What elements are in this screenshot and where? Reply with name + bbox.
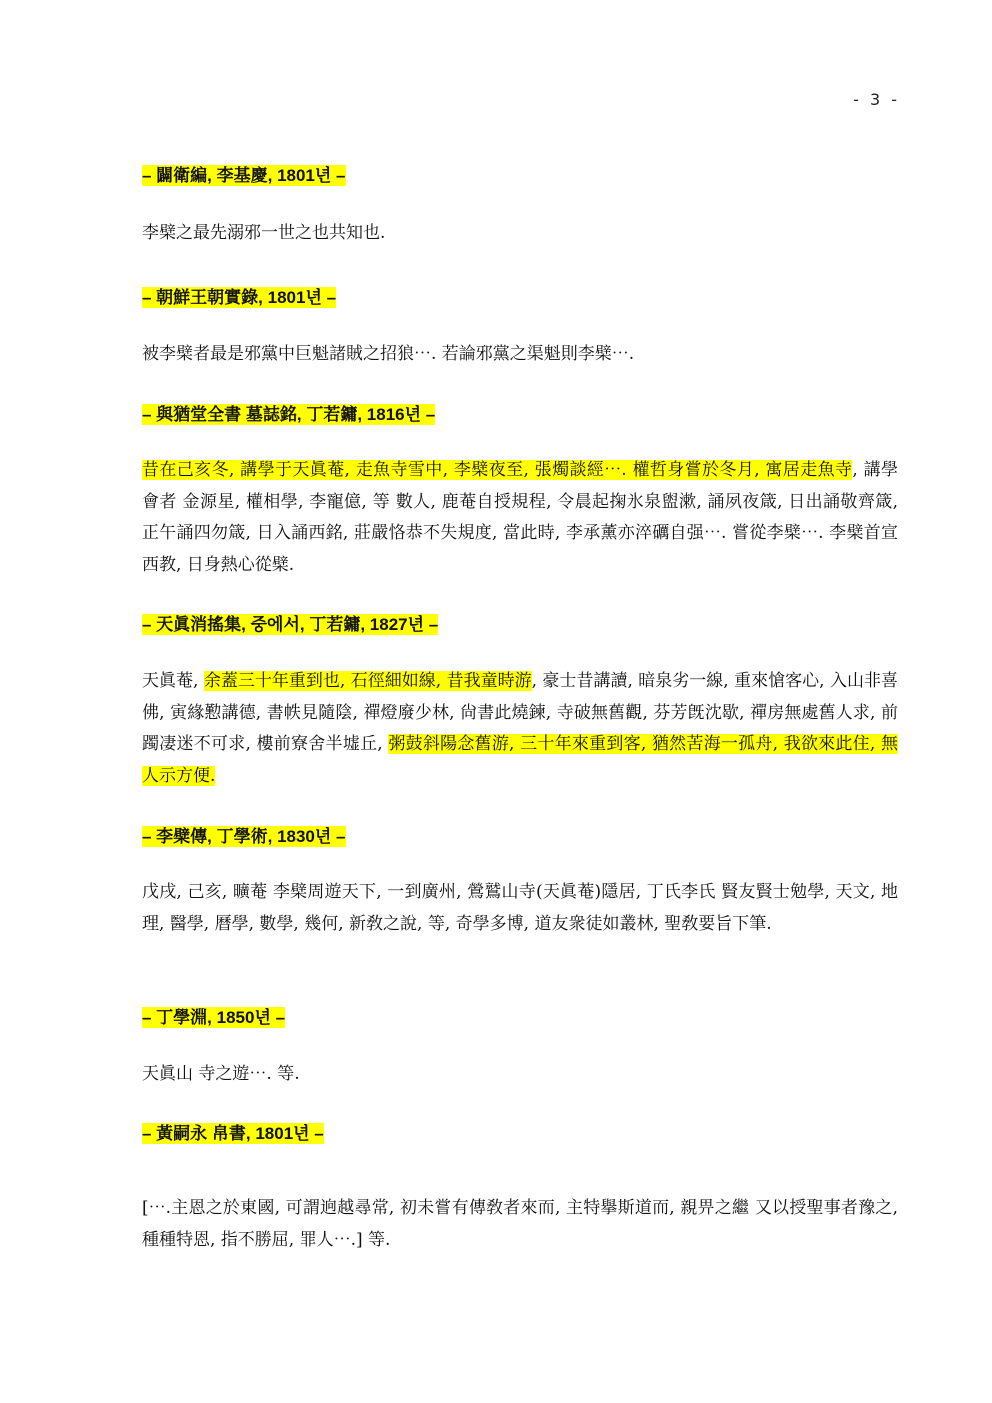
section-paragraph: [⋯.主恩之於東國, 可謂逈越尋常, 初未嘗有傳敎者來而, 主特擧斯道而, 親畀之繼 又以授聖事者豫之, 種種特恩, 指不勝屈, 罪人⋯.] 等. (142, 1198, 898, 1250)
section-paragraph: 被李檗者最是邪黨中巨魁諸賊之招狼⋯. 若論邪黨之渠魁則李檗⋯. (142, 344, 635, 364)
section-paragraph: 天眞菴, 余蓋三十年重到也, 石徑細如線, 昔我童時游, 豪士昔講讀, 暗泉劣一線, 重來愴客心, 入山非喜佛, 寅緣懃講德, 書帙見隨陰, 禪燈廢少林, 尙書此燒鍊, 寺破無舊觀, 芬芳旣沈歇, 禪房無處舊人求, 前躅凄迷不可求, 樓前寮舍半墟丘, 粥鼓斜陽念舊游, 三十年來重到客, 猶然苦海一孤舟, 我欲來此住, 無人示方便. (142, 671, 898, 786)
section-paragraph: 天眞山 寺之遊⋯. 等. (142, 1064, 300, 1084)
section-heading: – 闢衛編, 李基慶, 1801년 – (142, 166, 346, 185)
page-number: - 3 - (853, 90, 900, 109)
section-paragraph: 李檗之最先溺邪一世之也共知也. (142, 223, 386, 243)
section-paragraph: 昔在己亥冬, 講學于天眞菴, 走魚寺雪中, 李檗夜至, 張燭談經⋯. 權哲身嘗於冬月, 寓居走魚寺, 講學 會者 金源星, 權相學, 李寵億, 等 數人, 鹿菴自授規程, 令晨起掬氷泉盥漱, 誦夙夜箴, 日出誦敬齊箴, 正午誦四勿箴, 日入誦西銘, 莊嚴恪恭不失規度, 當此時, 李承薰亦淬礪自强⋯. 嘗從李檗⋯. 李檗首宣西教, 日身熱心從檗. (142, 460, 898, 575)
section-heading: – 天眞消搖集, 중에서, 丁若鏞, 1827년 – (142, 615, 439, 634)
section-paragraph: 戊戌, 己亥, 曠菴 李檗周遊天下, 一到廣州, 鶯鷲山寺(天眞菴)隱居, 丁氏李氏 賢友賢士勉學, 天文, 地理, 醫學, 曆學, 數學, 幾何, 新敎之說, 等, 奇學多博, 道友衆徒如叢林, 聖敎要旨下筆. (142, 882, 898, 934)
section-heading: – 李檗傳, 丁學術, 1830년 – (142, 827, 346, 846)
section-heading: – 黃嗣永 帛書, 1801년 – (142, 1124, 324, 1143)
section-heading: – 丁學淵, 1850년 – (142, 1008, 286, 1027)
section-heading: – 與猶堂全書 墓誌銘, 丁若鏞, 1816년 – (142, 405, 436, 424)
section-heading: – 朝鮮王朝實錄, 1801년 – (142, 288, 337, 307)
